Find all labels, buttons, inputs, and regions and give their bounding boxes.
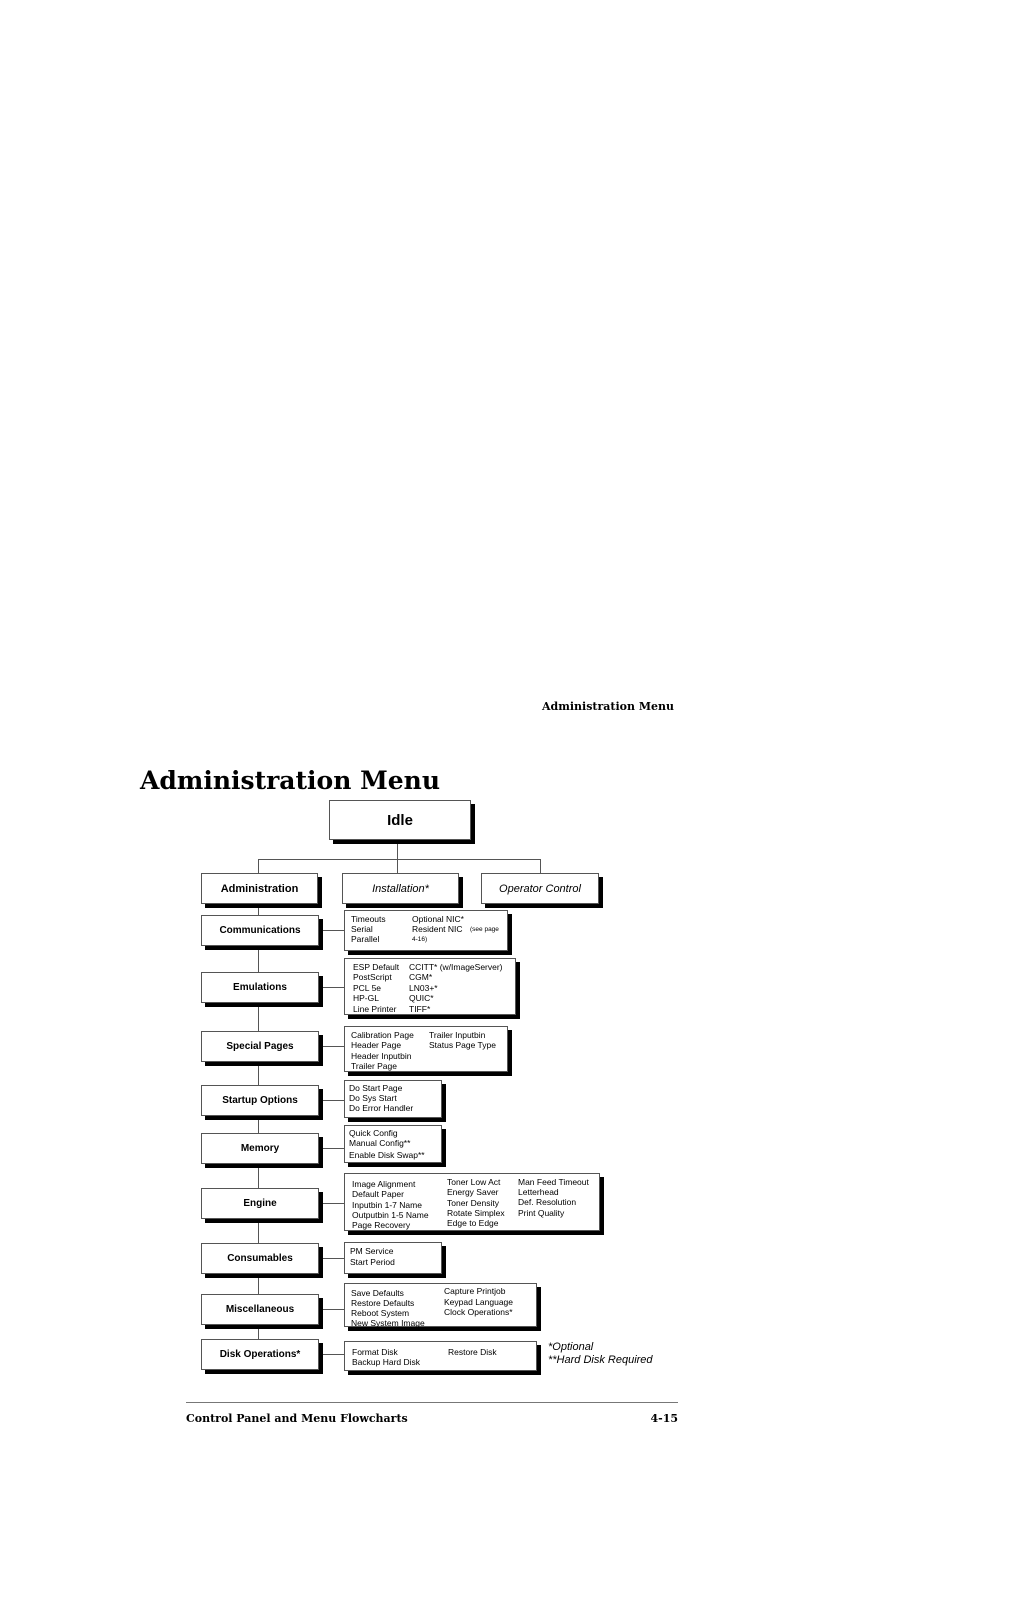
option-item: Line Printer bbox=[353, 1004, 397, 1014]
option-item: 4-16) bbox=[412, 936, 428, 943]
branch-disk-operations bbox=[320, 1354, 344, 1355]
option-item: Letterhead bbox=[518, 1187, 559, 1197]
branch-consumables bbox=[320, 1258, 344, 1259]
note-optional: *Optional bbox=[548, 1341, 594, 1353]
branch-engine bbox=[320, 1203, 344, 1204]
option-item: Def. Resolution bbox=[518, 1197, 577, 1207]
disk-operations-box bbox=[201, 1339, 319, 1370]
special-pages-label: Special Pages bbox=[226, 1041, 294, 1052]
disk-operations-label: Disk Operations* bbox=[219, 1349, 301, 1360]
operator-control-label: Operator Control bbox=[499, 882, 581, 895]
option-item: Inputbin 1-7 Name bbox=[352, 1200, 422, 1210]
option-item: PM Service bbox=[350, 1246, 394, 1256]
running-header: Administration Menu bbox=[541, 700, 674, 713]
note-hard-disk-required: **Hard Disk Required bbox=[548, 1354, 653, 1366]
branch-memory bbox=[320, 1148, 344, 1149]
option-item: Header Inputbin bbox=[351, 1051, 412, 1061]
option-item: Manual Config** bbox=[349, 1138, 411, 1148]
miscellaneous-box bbox=[201, 1294, 319, 1325]
connector-top-horizontal bbox=[258, 859, 540, 860]
option-item: ESP Default bbox=[353, 962, 400, 972]
option-item: Print Quality bbox=[518, 1208, 565, 1218]
miscellaneous-label: Miscellaneous bbox=[225, 1304, 295, 1315]
option-item: Parallel bbox=[351, 934, 380, 944]
option-item: Save Defaults bbox=[351, 1288, 404, 1298]
option-item: Do Sys Start bbox=[349, 1093, 397, 1103]
option-item: (see page bbox=[470, 926, 499, 933]
communications-options-panel bbox=[344, 910, 508, 951]
option-item: Image Alignment bbox=[352, 1179, 416, 1189]
option-item: Backup Hard Disk bbox=[352, 1357, 421, 1367]
option-item: Clock Operations* bbox=[444, 1307, 513, 1317]
option-item: Toner Density bbox=[447, 1198, 499, 1208]
option-item: Restore Disk bbox=[448, 1347, 497, 1357]
option-item: Enable Disk Swap** bbox=[349, 1150, 425, 1160]
option-item: CCITT* (w/ImageServer) bbox=[409, 962, 503, 972]
startup-options-panel bbox=[344, 1080, 442, 1118]
connector-operator-drop bbox=[540, 859, 541, 873]
option-item: LN03+* bbox=[409, 983, 438, 993]
option-item: Edge to Edge bbox=[447, 1218, 499, 1228]
option-item: PCL 5e bbox=[353, 983, 382, 993]
branch-special-pages bbox=[320, 1046, 344, 1047]
operator-control-box bbox=[481, 873, 599, 904]
administration-box bbox=[201, 873, 318, 904]
disk-operations-options-panel bbox=[344, 1341, 537, 1371]
installation-box bbox=[342, 873, 459, 904]
option-item: QUIC* bbox=[409, 993, 434, 1003]
option-item: Do Start Page bbox=[349, 1083, 403, 1093]
option-item: Timeouts bbox=[351, 914, 386, 924]
option-item: Quick Config bbox=[349, 1128, 398, 1138]
option-item: Outputbin 1-5 Name bbox=[352, 1210, 429, 1220]
startup-options-box bbox=[201, 1085, 319, 1116]
idle-box bbox=[329, 800, 471, 840]
option-item: Calibration Page bbox=[351, 1030, 414, 1040]
option-item: Header Page bbox=[351, 1040, 402, 1050]
engine-box bbox=[201, 1188, 319, 1219]
option-item: Keypad Language bbox=[444, 1297, 514, 1307]
miscellaneous-options-panel bbox=[344, 1283, 537, 1327]
option-item: Start Period bbox=[350, 1257, 395, 1267]
engine-options-panel bbox=[344, 1173, 600, 1231]
communications-label: Communications bbox=[219, 925, 301, 936]
administration-label: Administration bbox=[220, 882, 299, 895]
option-item: Capture Printjob bbox=[444, 1286, 506, 1296]
option-item: Status Page Type bbox=[429, 1040, 496, 1050]
memory-label: Memory bbox=[240, 1143, 280, 1154]
option-item: Reboot System bbox=[351, 1308, 410, 1318]
option-item: Page Recovery bbox=[352, 1220, 411, 1230]
memory-options-panel bbox=[344, 1125, 442, 1163]
option-item: PostScript bbox=[353, 972, 392, 982]
connector-admin-drop bbox=[258, 859, 259, 873]
option-item: Format Disk bbox=[352, 1347, 398, 1357]
option-item: Serial bbox=[351, 924, 373, 934]
footer-rule bbox=[186, 1402, 678, 1403]
special-pages-options-panel bbox=[344, 1026, 508, 1072]
option-item: Man Feed Timeout bbox=[518, 1177, 589, 1187]
emulations-options-panel bbox=[344, 958, 516, 1015]
consumables-box bbox=[201, 1243, 319, 1274]
option-item: CGM* bbox=[409, 972, 433, 982]
option-item: Trailer Inputbin bbox=[429, 1030, 486, 1040]
special-pages-box bbox=[201, 1031, 319, 1062]
consumables-options-panel bbox=[344, 1242, 442, 1274]
connector-idle-down bbox=[397, 840, 398, 860]
emulations-label: Emulations bbox=[233, 982, 287, 993]
emulations-box bbox=[201, 972, 319, 1003]
connector-install-drop bbox=[397, 859, 398, 873]
consumables-label: Consumables bbox=[227, 1253, 293, 1264]
page-number: 4-15 bbox=[650, 1412, 678, 1425]
option-item: Default Paper bbox=[352, 1189, 404, 1199]
footer-chapter-title: Control Panel and Menu Flowcharts bbox=[186, 1412, 408, 1425]
option-item: Restore Defaults bbox=[351, 1298, 415, 1308]
option-item: Do Error Handler bbox=[349, 1103, 414, 1113]
connector-admin-spine bbox=[258, 904, 259, 1340]
option-item: Rotate Simplex bbox=[447, 1208, 505, 1218]
option-item: New System Image bbox=[351, 1318, 425, 1328]
branch-communications bbox=[320, 930, 344, 931]
startup-options-label: Startup Options bbox=[222, 1095, 298, 1106]
communications-box bbox=[201, 915, 319, 946]
branch-startup-options bbox=[320, 1100, 344, 1101]
option-item: Energy Saver bbox=[447, 1187, 499, 1197]
idle-label: Idle bbox=[387, 811, 413, 829]
engine-label: Engine bbox=[243, 1198, 277, 1209]
option-item: TIFF* bbox=[409, 1004, 431, 1014]
option-item: Optional NIC* bbox=[412, 914, 464, 924]
option-item: Toner Low Act bbox=[447, 1177, 501, 1187]
installation-label: Installation* bbox=[372, 882, 429, 895]
option-item: Resident NIC bbox=[412, 924, 463, 934]
branch-emulations bbox=[320, 987, 344, 988]
branch-miscellaneous bbox=[320, 1309, 344, 1310]
option-item: HP-GL bbox=[353, 993, 379, 1003]
memory-box bbox=[201, 1133, 319, 1164]
page-title: Administration Menu bbox=[140, 766, 441, 795]
option-item: Trailer Page bbox=[351, 1061, 397, 1071]
